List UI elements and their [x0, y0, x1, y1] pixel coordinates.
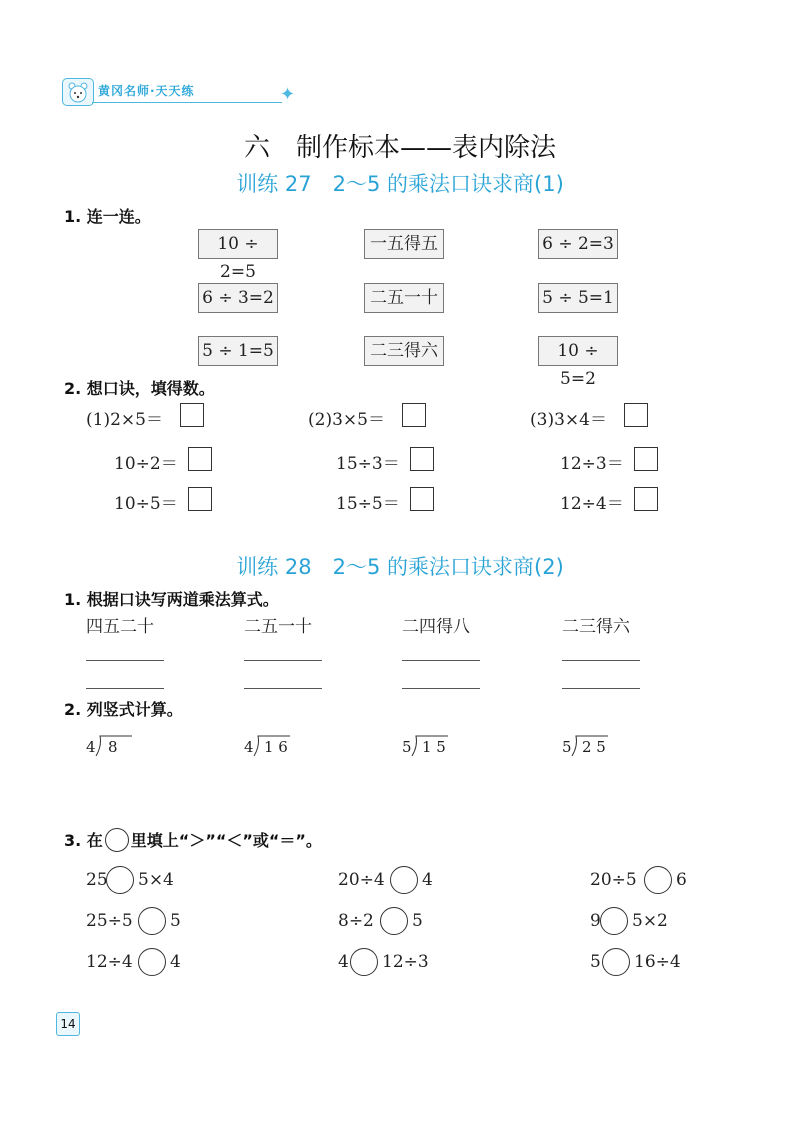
compare-circle[interactable]: [602, 948, 630, 976]
compare-right: 5: [412, 911, 423, 931]
divisor: 5: [562, 738, 572, 756]
divisor: 4: [244, 738, 254, 756]
compare-left: 25: [86, 870, 108, 890]
compare-right: 5×4: [138, 870, 174, 890]
match-middle-2[interactable]: 二五一十: [364, 283, 444, 313]
compare-circle[interactable]: [138, 907, 166, 935]
compare-left: 5: [590, 952, 601, 972]
answer-line[interactable]: [562, 688, 640, 689]
compare-left: 25÷5: [86, 911, 133, 931]
sparkle-icon: ✦: [280, 84, 296, 105]
dividend: 2 5: [582, 738, 606, 756]
q2-label: 2. 想口诀，填得数。: [64, 379, 215, 398]
divisor: 5: [402, 738, 412, 756]
answer-line[interactable]: [562, 660, 640, 661]
phrase-2: 二五一十: [244, 617, 312, 637]
answer-line[interactable]: [244, 660, 322, 661]
q1-label: 1. 连一连。: [64, 207, 151, 226]
compare-circle[interactable]: [138, 948, 166, 976]
match-left-2[interactable]: 6 ÷ 3=2: [198, 283, 278, 313]
brand-name: 黄冈名师·天天练: [98, 84, 195, 98]
answer-box[interactable]: [188, 447, 212, 471]
match-middle-3[interactable]: 二三得六: [364, 336, 444, 366]
match-left-3[interactable]: 5 ÷ 1=5: [198, 336, 278, 366]
phrase-1: 四五二十: [86, 617, 154, 637]
answer-box[interactable]: [410, 487, 434, 511]
q1-label: 1. 根据口诀写两道乘法算式。: [64, 590, 279, 609]
equation-text: 12÷3＝: [560, 454, 624, 474]
compare-right: 6: [676, 870, 687, 890]
match-right-3[interactable]: 10 ÷ 5=2: [538, 336, 618, 366]
equation-text: 10÷5＝: [114, 494, 178, 514]
compare-right: 4: [170, 952, 181, 972]
compare-right: 16÷4: [634, 952, 681, 972]
compare-circle[interactable]: [600, 907, 628, 935]
q2-label: 2. 列竖式计算。: [64, 700, 183, 719]
divisor: 4: [86, 738, 96, 756]
equation-text: (3)3×4＝: [530, 410, 607, 430]
compare-left: 8÷2: [338, 911, 374, 931]
match-right-1[interactable]: 6 ÷ 2=3: [538, 229, 618, 259]
compare-left: 12÷4: [86, 952, 133, 972]
compare-left: 4: [338, 952, 349, 972]
answer-box[interactable]: [410, 447, 434, 471]
section1-title: 训练 27 2～5 的乘法口诀求商(1): [236, 172, 564, 196]
chapter-title: 六 制作标本——表内除法: [243, 133, 556, 163]
equation-text: 12÷4＝: [560, 494, 624, 514]
answer-line[interactable]: [86, 688, 164, 689]
answer-line[interactable]: [402, 688, 480, 689]
dividend: 1 5: [422, 738, 446, 756]
match-left-1[interactable]: 10 ÷ 2=5: [198, 229, 278, 259]
phrase-4: 二三得六: [562, 617, 630, 637]
q3-label-suffix: 里填上“＞”“＜”或“＝”。: [130, 831, 322, 850]
match-middle-1[interactable]: 一五得五: [364, 229, 444, 259]
bear-face-icon: [62, 78, 94, 106]
equation-text: 10÷2＝: [114, 454, 178, 474]
phrase-3: 二四得八: [402, 617, 470, 637]
q3-label: [64, 828, 322, 854]
compare-circle[interactable]: [644, 866, 672, 894]
q3-label-prefix: 3. 在: [64, 831, 103, 850]
compare-right: 5×2: [632, 911, 668, 931]
header-rule: [92, 102, 282, 103]
equation-text: (2)3×5＝: [308, 410, 385, 430]
answer-line[interactable]: [402, 660, 480, 661]
page-number: 14: [56, 1012, 80, 1036]
answer-line[interactable]: [244, 688, 322, 689]
dividend: 1 6: [264, 738, 288, 756]
compare-right: 12÷3: [382, 952, 429, 972]
compare-circle[interactable]: [350, 948, 378, 976]
answer-box[interactable]: [180, 403, 204, 427]
section2-title: 训练 28 2～5 的乘法口诀求商(2): [236, 555, 564, 579]
compare-circle[interactable]: [390, 866, 418, 894]
compare-left: 20÷5: [590, 870, 637, 890]
match-right-2[interactable]: 5 ÷ 5=1: [538, 283, 618, 313]
header-logo: [62, 78, 296, 108]
answer-box[interactable]: [634, 447, 658, 471]
equation-text: 15÷3＝: [336, 454, 400, 474]
dividend: 8: [108, 738, 118, 756]
compare-left: 20÷4: [338, 870, 385, 890]
compare-circle[interactable]: [380, 907, 408, 935]
answer-line[interactable]: [86, 660, 164, 661]
compare-left: 9: [590, 911, 601, 931]
answer-box[interactable]: [634, 487, 658, 511]
example-circle-icon: [105, 828, 129, 852]
answer-box[interactable]: [402, 403, 426, 427]
answer-box[interactable]: [188, 487, 212, 511]
compare-circle[interactable]: [106, 866, 134, 894]
compare-right: 5: [170, 911, 181, 931]
answer-box[interactable]: [624, 403, 648, 427]
equation-text: 15÷5＝: [336, 494, 400, 514]
equation-text: (1)2×5＝: [86, 410, 163, 430]
compare-right: 4: [422, 870, 433, 890]
